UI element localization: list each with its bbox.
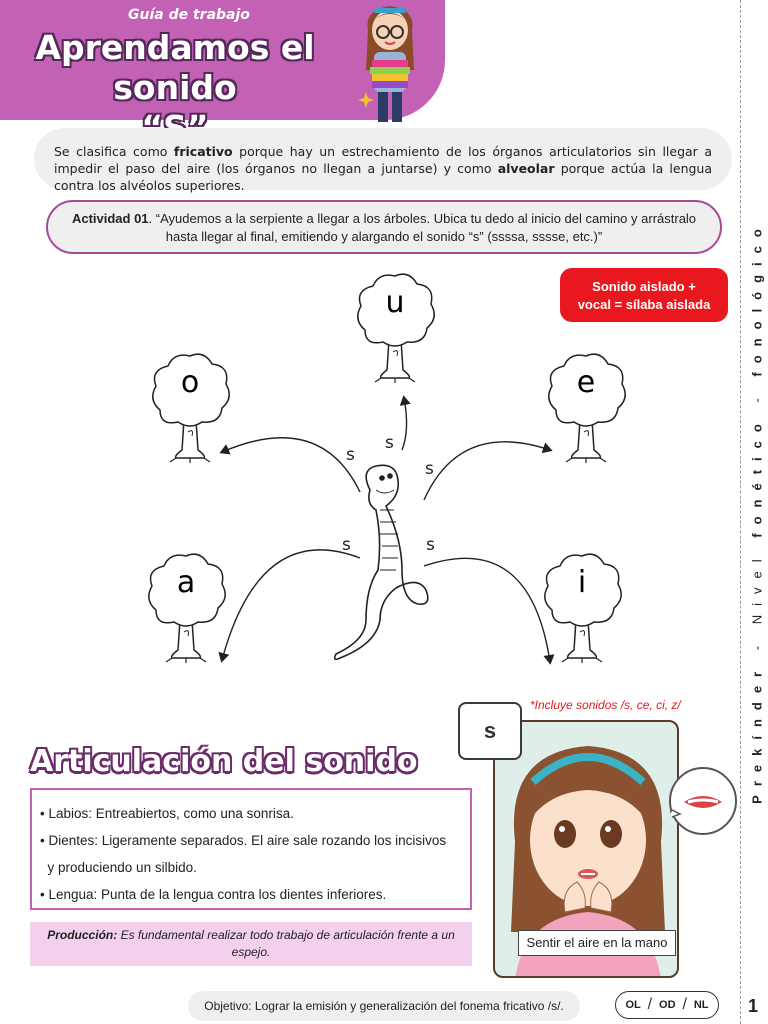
s-label-a: s xyxy=(342,535,351,555)
intro-bold-alveolar: alveolar xyxy=(497,161,555,176)
page-number: 1 xyxy=(748,996,759,1016)
badge-line-1: Sonido aislado + xyxy=(592,279,696,294)
side-fonologico: fonológico xyxy=(749,220,765,377)
snake-trees-diagram xyxy=(140,270,640,680)
production-label: Producción: xyxy=(47,928,118,942)
mouth-bubble-icon xyxy=(668,766,738,836)
badge-line-2: vocal = sílaba aislada xyxy=(577,297,711,312)
level-tags xyxy=(615,991,719,1019)
articulation-item-tongue: • Lengua: Punta de la lengua contra los dientes inferiores. xyxy=(40,887,387,902)
path-to-e xyxy=(424,442,550,500)
level-nl: NL xyxy=(693,999,709,1011)
objective-footer: Objetivo: Lograr la emisión y generalización del fonema fricativo /s/. xyxy=(188,991,580,1021)
side-dash-2: - xyxy=(749,389,765,403)
path-to-u xyxy=(402,398,407,450)
articulation-item-teeth-cont: y produciendo un silbido. xyxy=(40,860,197,875)
intro-bold-fricativo: fricativo xyxy=(173,144,233,159)
feel-air-caption: Sentir el aire en la mano xyxy=(518,930,676,956)
vowel-o: o xyxy=(180,365,200,400)
level-separator: / xyxy=(682,996,687,1013)
side-level-label xyxy=(750,220,765,804)
girl-with-books-illustration xyxy=(350,0,430,132)
tree-a xyxy=(149,554,225,663)
path-to-o xyxy=(222,438,360,492)
vowel-a: a xyxy=(176,565,196,600)
s-label-o: s xyxy=(346,445,355,465)
tree-o xyxy=(153,354,229,463)
header-subtitle: Guía de trabajo xyxy=(128,7,250,23)
side-divider xyxy=(740,0,741,1024)
level-od: OD xyxy=(659,999,676,1011)
articulation-list xyxy=(30,788,472,910)
path-to-a xyxy=(222,550,360,660)
side-fonetico: fonético xyxy=(749,415,765,538)
production-note xyxy=(30,922,472,966)
vowel-u: u xyxy=(385,285,405,320)
s-label-i: s xyxy=(426,535,435,555)
tree-e xyxy=(549,354,625,463)
activity-instructions xyxy=(46,200,722,254)
page-title-line1: Aprendamos el sonido xyxy=(35,28,315,107)
tree-i xyxy=(545,554,621,663)
snake-illustration xyxy=(335,465,428,659)
includes-note: *Incluye sonidos /s, ce, ci, z/ xyxy=(530,698,681,712)
production-text: Es fundamental realizar todo trabajo de articulación frente a un espejo. xyxy=(117,928,455,959)
vowel-i: i xyxy=(577,565,587,600)
level-separator: / xyxy=(647,996,653,1013)
intro-text-2: porque hay un estrechamiento de los órganos articulatorios sin llegar a impedir el paso del aire (los órganos no llegan a juntarse) y como xyxy=(54,144,712,176)
tree-u xyxy=(358,274,434,383)
activity-label: Actividad 01 xyxy=(71,211,149,226)
intro-paragraph xyxy=(34,128,732,193)
s-label-e: s xyxy=(425,459,434,479)
articulation-item-teeth: • Dientes: Ligeramente separados. El aire sale rozando los incisivos xyxy=(40,833,447,848)
letter-card: s xyxy=(458,702,522,760)
s-label-u: s xyxy=(385,433,394,453)
intro-text-3: porque actúa la lengua contra los alvéolos superiores. xyxy=(54,161,713,193)
articulation-title: Articulación del sonido xyxy=(30,744,418,779)
side-level: Prekínder xyxy=(749,662,765,804)
side-dash: - xyxy=(749,636,765,651)
path-to-i xyxy=(424,558,550,662)
articulation-item-lips: • Labios: Entreabiertos, como una sonrisa. xyxy=(40,806,294,821)
level-ol: OL xyxy=(625,999,641,1011)
vowel-e: e xyxy=(576,365,596,400)
side-nivel: Nivel xyxy=(749,550,765,625)
intro-text-1: Se clasifica como xyxy=(54,144,174,159)
activity-text: . “Ayudemos a la serpiente a llegar a los árboles. Ubica tu dedo al inicio del camino y arrástralo hasta llegar al final, emitiendo y alargando el sonido “s” (ssssa, sssse, etc.)” xyxy=(148,211,697,244)
